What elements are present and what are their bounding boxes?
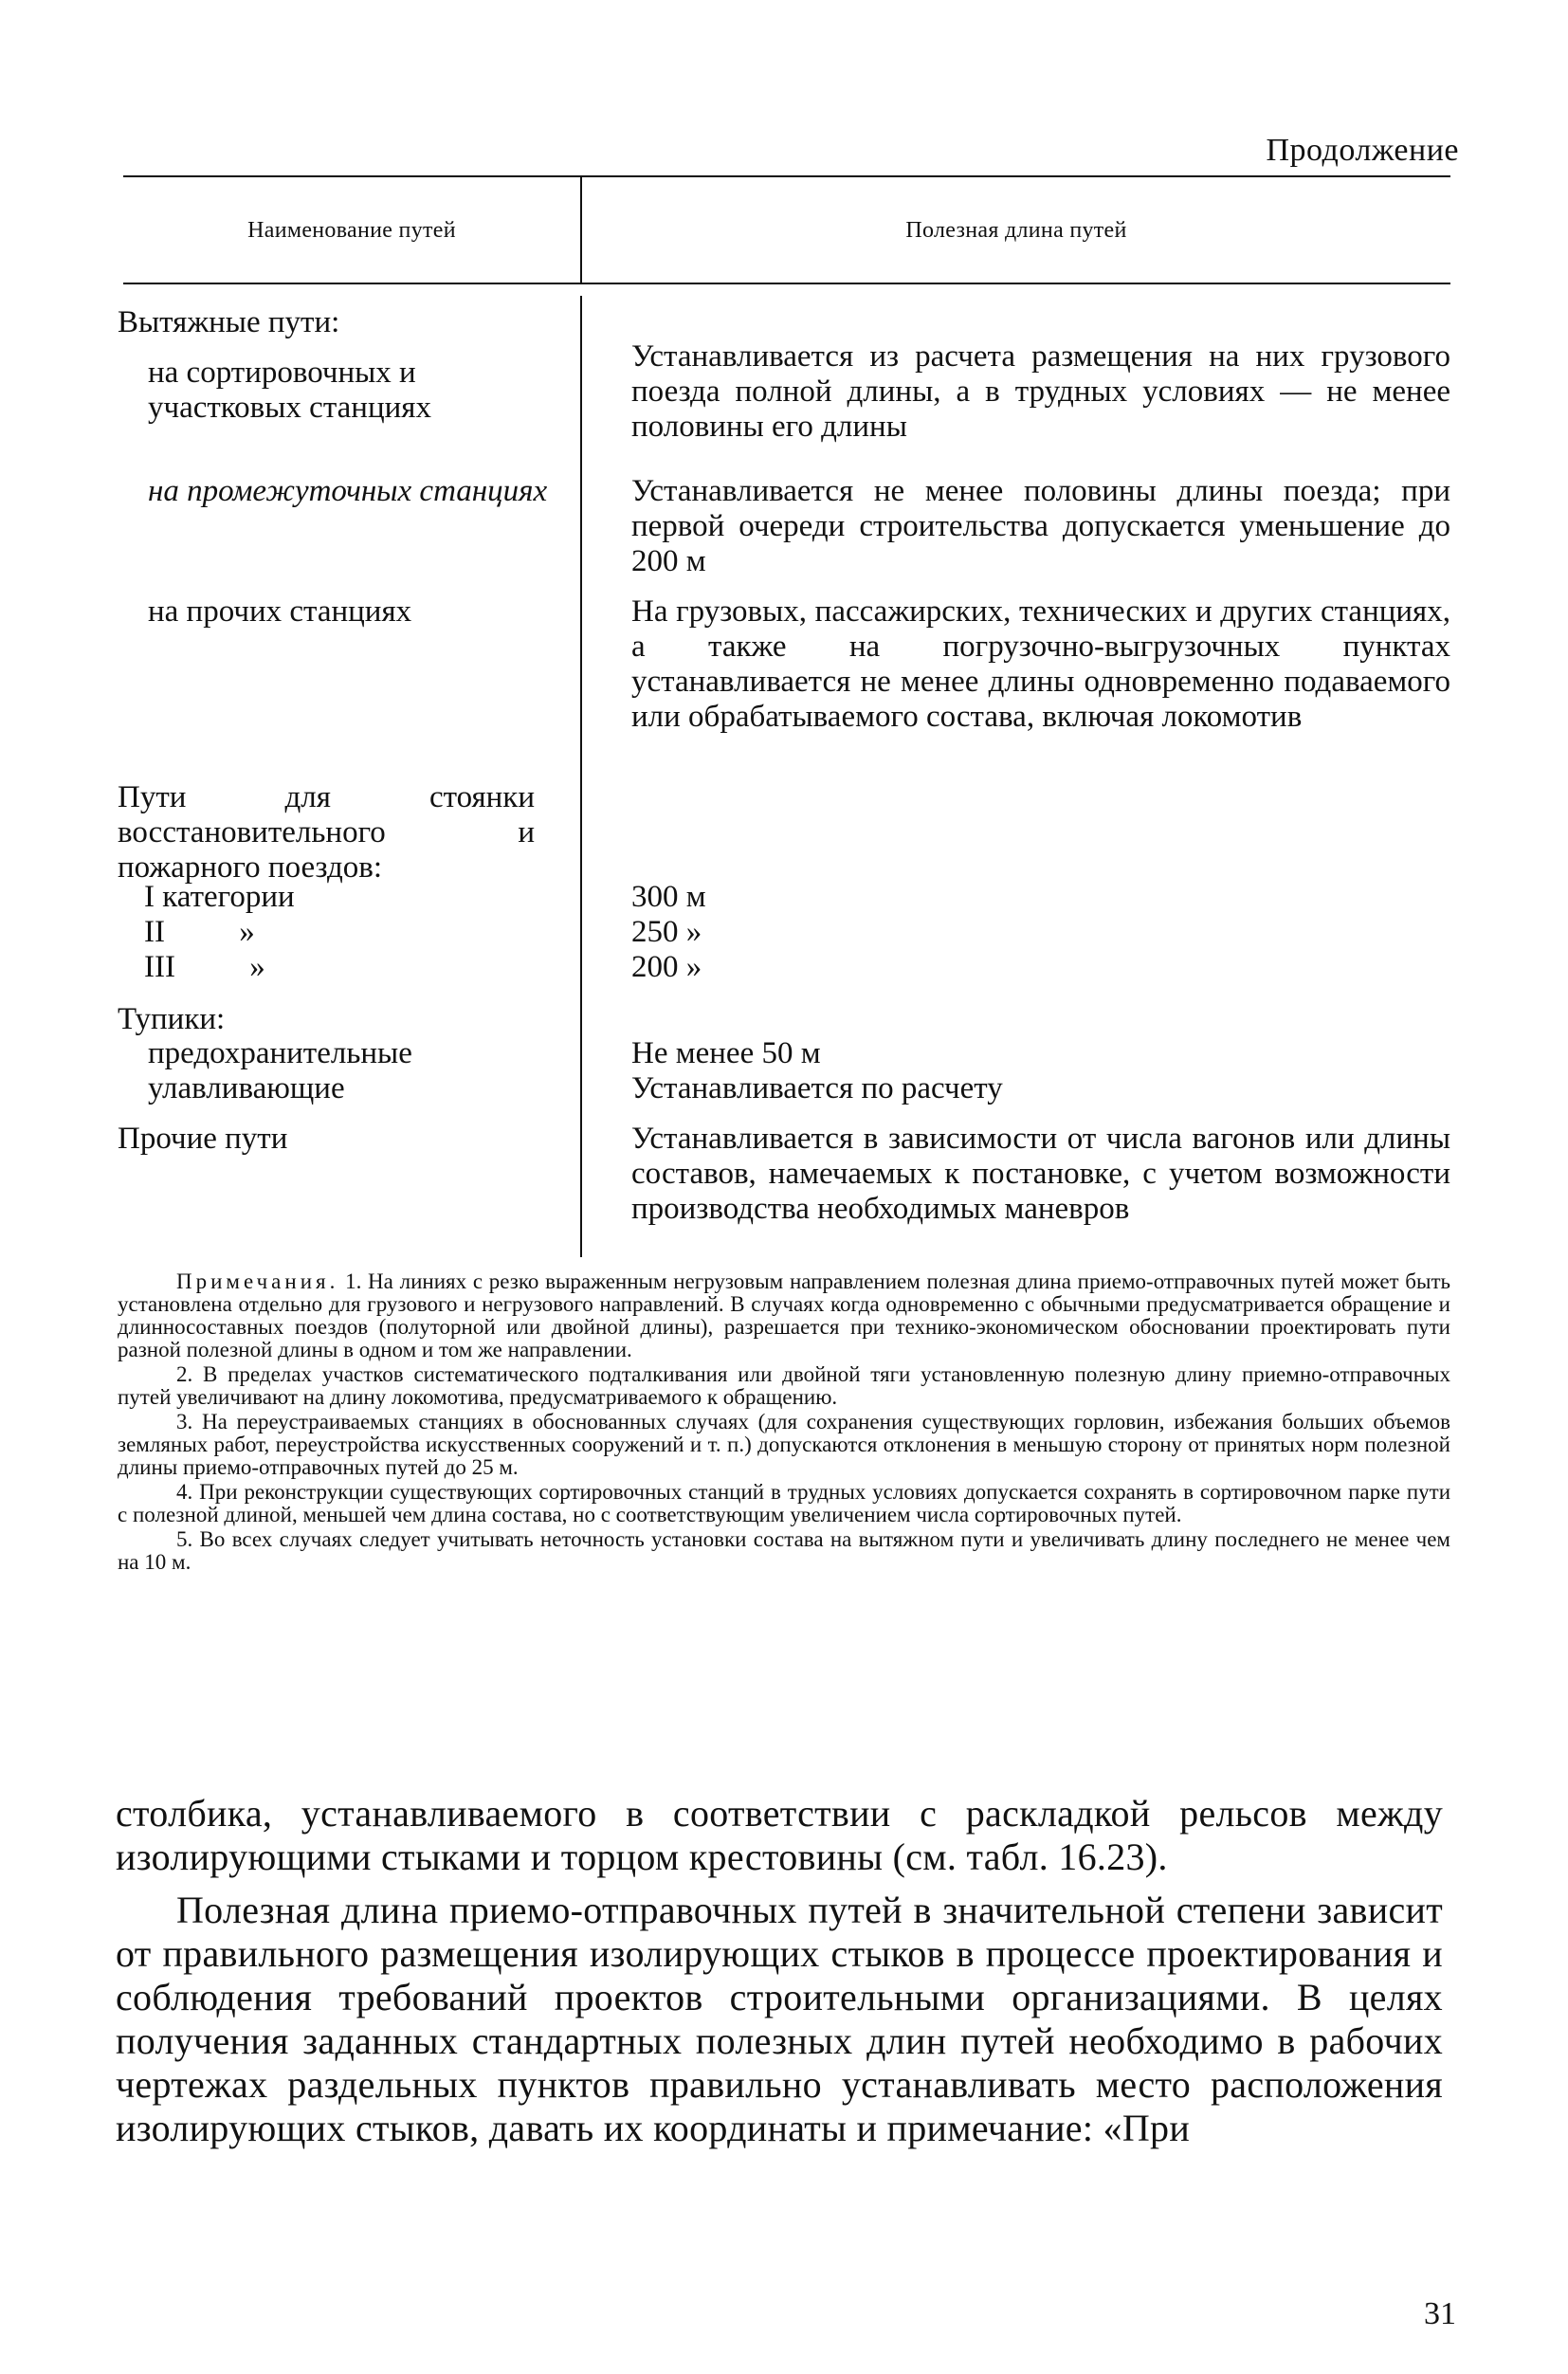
- row-other-value: На грузовых, пассажирских, технических и других станциях, а также на погрузочно-выгрузочных пунктах устанавливается не менее длины одновременно подаваемого или обрабатываемого состава, включая локомотив: [631, 594, 1450, 734]
- row-safety-value: Не менее 50 м: [631, 1036, 821, 1070]
- row-deadends-label: Тупики:: [118, 1002, 226, 1036]
- body-paragraph-2: Полезная длина приемо-отправочных путей в значительной степени зависит от правильного размещения изолирующих стыков в процессе проектирования и соблюдения требований проектов строительными организациями. В целях получения заданных стандартных полезных длин путей необходимо в рабочих чертежах раздельных пунктов правильно устанавливать место расположения изолирующих стыков, давать их координаты и примечание: «При: [116, 1889, 1443, 2149]
- row-other-label: на прочих станциях: [148, 594, 412, 629]
- row-cat2-label: [118, 915, 599, 950]
- row-cat1-label: I категории: [144, 880, 295, 914]
- row-safety-label: предохранительные: [148, 1036, 412, 1070]
- notes-block: [118, 1270, 1450, 1576]
- note-2: 2. В пределах участков систематического подталкивания или двойной тяги установленную полезную длину приемно-отправочных путей увеличивают на длину локомотива, предусматриваемого к обращению.: [118, 1362, 1450, 1409]
- row-sorting-value: Устанавливается из расчета размещения на них грузового поезда полной длины, а в трудных условиях — не менее половины его длины: [631, 339, 1450, 444]
- note-3: 3. На переустраиваемых станциях в обоснованных случаях (для сохранения существующих горловин, избежания больших объемов земляных работ, переустройства искусственных сооружений и т. п.) допускаются отклонения в меньшую сторону от принятых норм полезной длины приемо-отправочных путей до 25 м.: [118, 1410, 1450, 1479]
- row-cat3-label-text: III »: [144, 950, 265, 984]
- row-intermediate-label: на промежуточных станциях: [148, 474, 548, 508]
- table-body-divider: [580, 296, 582, 1257]
- row-recovery-label: Пути для стоянки восстановительного и пожарного поездов:: [118, 780, 535, 885]
- row-catching-value: Устанавливается по расчету: [631, 1071, 1003, 1105]
- note-1: [118, 1270, 1450, 1361]
- row-cat3-label: [118, 950, 599, 985]
- continuation-label: Продолжение: [1266, 133, 1459, 168]
- note-1-text: 1. На линиях с резко выраженным негрузовым направлением полезная длина приемо-отправочных путей может быть установлена отдельно для грузового и негрузового направлений. В случаях когда одновременно с обычными предусматривается обращение и длинносоставных поездов (полуторной или двойной длины), разрешается при технико-экономическом обосновании проектировать пути разной полезной длины в одном и том же направлении.: [118, 1269, 1451, 1361]
- note-4: 4. При реконструкции существующих сортировочных станций в трудных условиях допускается сохранять в сортировочном парке пути с полезной длиной, меньшей чем длина состава, но с соответствующим увеличением числа сортировочных путей.: [118, 1480, 1450, 1526]
- body-paragraph-1: столбика, устанавливаемого в соответствии с раскладкой рельсов между изолирующими стыками и торцом крестовины (см. табл. 16.23).: [116, 1792, 1443, 1878]
- note-5: 5. Во всех случаях следует учитывать неточность установки состава на вытяжном пути и увеличивать длину последнего не менее чем на 10 м.: [118, 1527, 1450, 1574]
- table-header-rule: [123, 283, 1450, 284]
- row-other-tracks-value: Устанавливается в зависимости от числа вагонов или длины составов, намечаемых к постановке, с учетом возможности производства необходимых маневров: [631, 1122, 1450, 1226]
- row-intermediate-value: Устанавливается не менее половины длины поезда; при первой очереди строительства допускается уменьшение до 200 м: [631, 474, 1450, 578]
- page-number: 31: [1424, 2296, 1456, 2331]
- table-header-length: Полезная длина путей: [905, 218, 1127, 243]
- body-text: [116, 1792, 1443, 2160]
- row-cat2-label-text: II »: [144, 915, 255, 949]
- table-top-rule: [123, 175, 1450, 177]
- row-cat1-value: 300 м: [631, 880, 706, 914]
- row-cat3-value: 200 »: [631, 950, 702, 984]
- row-exhaust-label: Вытяжные пути:: [118, 305, 340, 339]
- row-catching-label: улавливающие: [148, 1071, 345, 1105]
- row-cat2-value: 250 »: [631, 915, 702, 949]
- table-header-name: Наименование путей: [247, 218, 456, 243]
- row-sorting-label: на сортировочных и участковых станциях: [148, 356, 431, 425]
- notes-heading: Примечания.: [176, 1269, 339, 1293]
- row-other-tracks-label: Прочие пути: [118, 1122, 288, 1156]
